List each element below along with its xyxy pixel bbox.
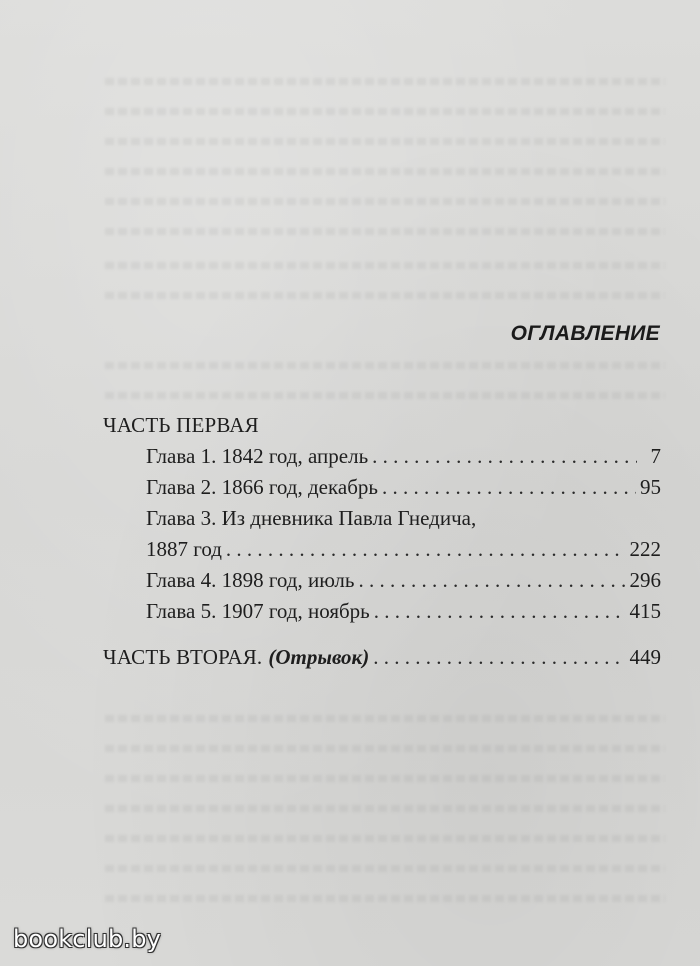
show-through-line	[105, 168, 665, 175]
show-through-line	[105, 895, 665, 902]
part-note: (Отрывок)	[268, 645, 370, 669]
show-through-line	[105, 392, 665, 399]
show-through-line	[105, 835, 665, 842]
show-through-line	[105, 78, 665, 85]
show-through-line	[105, 292, 665, 299]
page-number: 7	[650, 444, 661, 468]
chapter-label: Глава 1. 1842 год, апрель	[146, 444, 369, 468]
toc-chapter-1[interactable]	[103, 441, 661, 472]
show-through-line	[105, 715, 665, 722]
part-title: ЧАСТЬ ВТОРАЯ.	[103, 645, 263, 669]
show-through-line	[105, 108, 665, 115]
chapter-label: Глава 4. 1898 год, июль	[146, 568, 355, 592]
dot-leader	[373, 642, 625, 673]
spacer	[103, 627, 661, 642]
toc-part-2[interactable]	[103, 642, 661, 673]
toc-chapter-3-line-2[interactable]	[103, 534, 661, 565]
chapter-label: Глава 5. 1907 год, ноябрь	[146, 599, 370, 623]
show-through-line	[105, 775, 665, 782]
show-through-line	[105, 745, 665, 752]
toc-chapter-4[interactable]	[103, 565, 661, 596]
show-through-line	[105, 138, 665, 145]
page-number: 222	[629, 537, 661, 561]
dot-leader	[382, 472, 636, 503]
toc-chapter-5[interactable]	[103, 596, 661, 627]
page-number: 296	[629, 568, 661, 592]
page-number: 95	[640, 475, 661, 499]
show-through-line	[105, 198, 665, 205]
toc-part-1[interactable]	[103, 410, 661, 441]
chapter-label-continued: 1887 год	[146, 537, 222, 561]
dot-leader	[226, 534, 626, 565]
show-through-line	[105, 805, 665, 812]
dot-leader	[358, 565, 625, 596]
dot-leader	[372, 441, 637, 472]
table-of-contents	[103, 410, 661, 673]
toc-chapter-2[interactable]	[103, 472, 661, 503]
show-through-line	[105, 865, 665, 872]
chapter-label: Глава 2. 1866 год, декабрь	[146, 475, 378, 499]
show-through-line	[105, 362, 665, 369]
part-title: ЧАСТЬ ПЕРВАЯ	[103, 413, 259, 437]
show-through-line	[105, 262, 665, 269]
chapter-label: Глава 3. Из дневника Павла Гнедича,	[146, 506, 477, 530]
page-number: 415	[629, 599, 661, 623]
dot-leader	[374, 596, 626, 627]
show-through-line	[105, 228, 665, 235]
page-number: 449	[629, 645, 661, 669]
site-watermark: bookclub.by	[13, 925, 162, 953]
toc-heading: ОГЛАВЛЕНИЕ	[510, 322, 660, 345]
toc-chapter-3-line-1[interactable]	[103, 503, 661, 534]
